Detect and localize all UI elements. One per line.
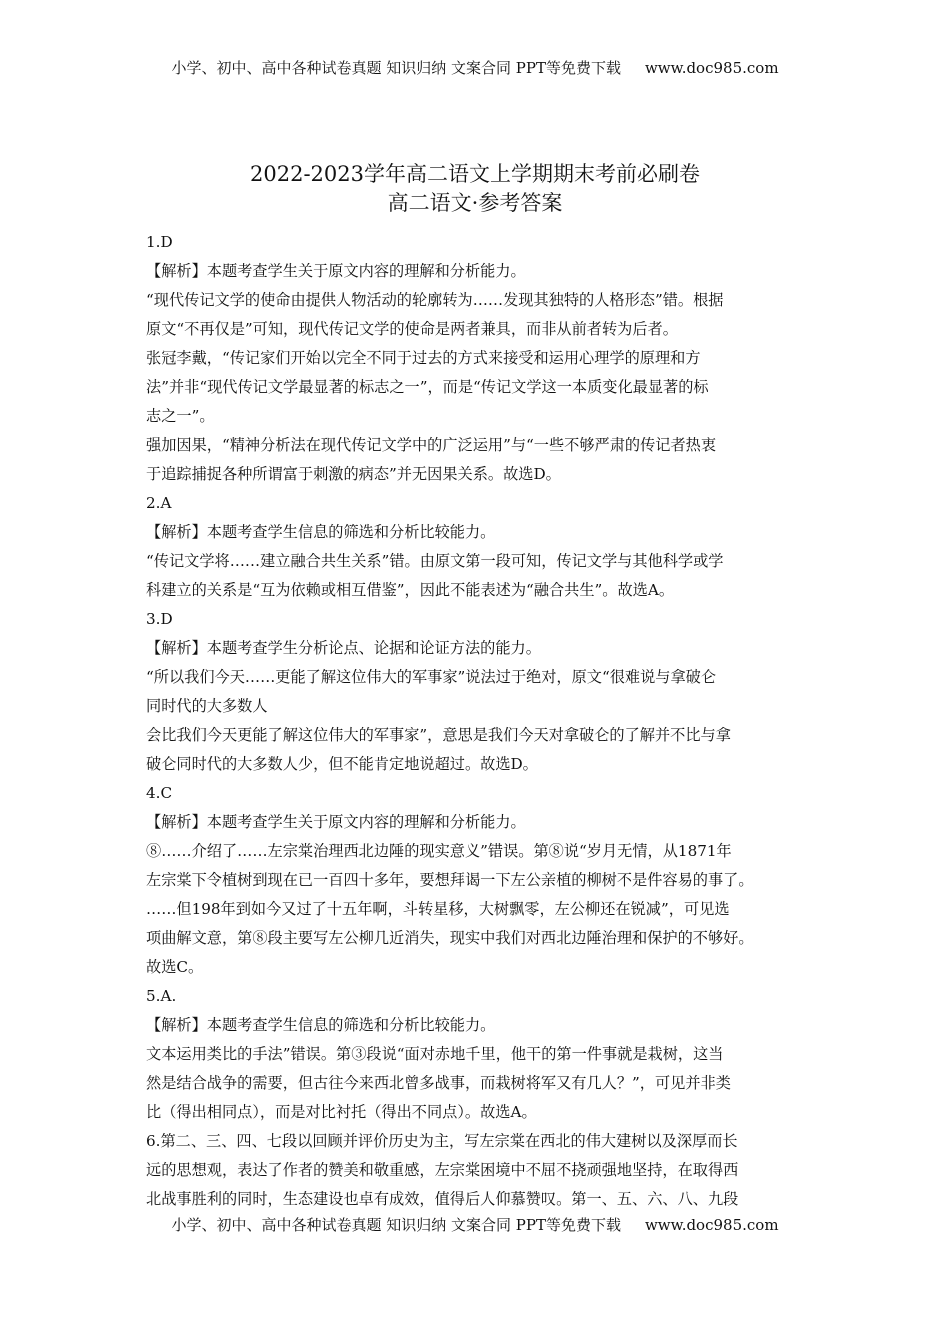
text-line: 于追踪捕捉各种所谓富于刺激的病态”并无因果关系。故选D。: [146, 465, 561, 483]
text-line: 1.D: [146, 233, 173, 251]
document-title: [0, 160, 950, 218]
text-line: 6.第二、三、四、七段以回顾并评价历史为主，写左宗棠在西北的伟大建树以及深厚而长: [146, 1132, 738, 1150]
header-text: 小学、初中、高中各种试卷真题 知识归纳 文案合同 PPT等免费下载: [171, 59, 621, 77]
text-line: 2.A: [146, 494, 172, 512]
title-line-1: 2022-2023学年高二语文上学期期末考前必刷卷: [250, 162, 700, 186]
header-site-link[interactable]: www.doc985.com: [644, 59, 779, 77]
text-line: 然是结合战争的需要，但古往今来西北曾多战事，而栽树将军又有几人？”，可见并非类: [146, 1074, 731, 1092]
text-line: 5.A.: [146, 987, 177, 1005]
text-line: 故选C。: [146, 958, 204, 976]
text-line: 强加因果，“精神分析法在现代传记文学中的广泛运用”与“一些不够严肃的传记者热衷: [146, 436, 717, 454]
text-line: 左宗棠下令植树到现在已一百四十多年，要想拜谒一下左公亲植的柳树不是件容易的事了。: [146, 871, 754, 889]
text-line: ⑧……介绍了……左宗棠治理西北边陲的现实意义”错误。第⑧说“岁月无情，从1871年: [146, 842, 732, 860]
text-line: “现代传记文学的使命由提供人物活动的轮廓转为……发现其独特的人格形态”错。根据: [146, 291, 724, 309]
text-line: 项曲解文意，第⑧段主要写左公柳几近消失，现实中我们对西北边陲治理和保护的不够好。: [146, 929, 754, 947]
text-line: 志之一”。: [146, 407, 215, 425]
text-line: 【解析】本题考查学生分析论点、论据和论证方法的能力。: [146, 639, 541, 657]
text-line: “所以我们今天……更能了解这位伟大的军事家”说法过于绝对，原文“很难说与拿破仑: [146, 668, 717, 686]
text-line: 北战事胜利的同时，生态建设也卓有成效，值得后人仰慕赞叹。第一、五、六、八、九段: [146, 1190, 739, 1208]
text-line: 科建立的关系是“互为依赖或相互借鉴”，因此不能表述为“融合共生”。故选A。: [146, 581, 675, 599]
text-line: ……但198年到如今又过了十五年啊，斗转星移，大树飘零，左公柳还在锐减”，可见选: [146, 900, 730, 918]
text-line: 破仑同时代的大多数人少，但不能肯定地说超过。故选D。: [146, 755, 538, 773]
text-line: 远的思想观，表达了作者的赞美和敬重感，左宗棠困境中不屈不挠顽强地坚持，在取得西: [146, 1161, 739, 1179]
text-line: 同时代的大多数人: [146, 697, 268, 715]
footer-site-link[interactable]: www.doc985.com: [644, 1216, 779, 1234]
title-line-2: 高二语文·参考答案: [387, 191, 563, 215]
page-header: [0, 57, 950, 78]
text-line: 4.C: [146, 784, 173, 802]
text-line: 文本运用类比的手法”错误。第③段说“面对赤地千里，他干的第一件事就是栽树，这当: [146, 1045, 724, 1063]
page-footer: [0, 1214, 950, 1235]
text-line: 3.D: [146, 610, 173, 628]
text-line: 【解析】本题考查学生信息的筛选和分析比较能力。: [146, 1016, 496, 1034]
answer-body: [146, 228, 810, 1214]
text-line: 【解析】本题考查学生关于原文内容的理解和分析能力。: [146, 813, 526, 831]
footer-text: 小学、初中、高中各种试卷真题 知识归纳 文案合同 PPT等免费下载: [171, 1216, 621, 1234]
text-line: 张冠李戴，“传记家们开始以完全不同于过去的方式来接受和运用心理学的原理和方: [146, 349, 701, 367]
text-line: 比（得出相同点），而是对比衬托（得出不同点）。故选A。: [146, 1103, 537, 1121]
text-line: “传记文学将……建立融合共生关系”错。由原文第一段可知，传记文学与其他科学或学: [146, 552, 724, 570]
text-line: 原文“不再仅是”可知，现代传记文学的使命是两者兼具，而非从前者转为后者。: [146, 320, 678, 338]
text-line: 【解析】本题考查学生关于原文内容的理解和分析能力。: [146, 262, 526, 280]
text-line: 法”并非“现代传记文学最显著的标志之一”，而是“传记文学这一本质变化最显著的标: [146, 378, 709, 396]
text-line: 【解析】本题考查学生信息的筛选和分析比较能力。: [146, 523, 496, 541]
text-line: 会比我们今天更能了解这位伟大的军事家”，意思是我们今天对拿破仑的了解并不比与拿: [146, 726, 731, 744]
